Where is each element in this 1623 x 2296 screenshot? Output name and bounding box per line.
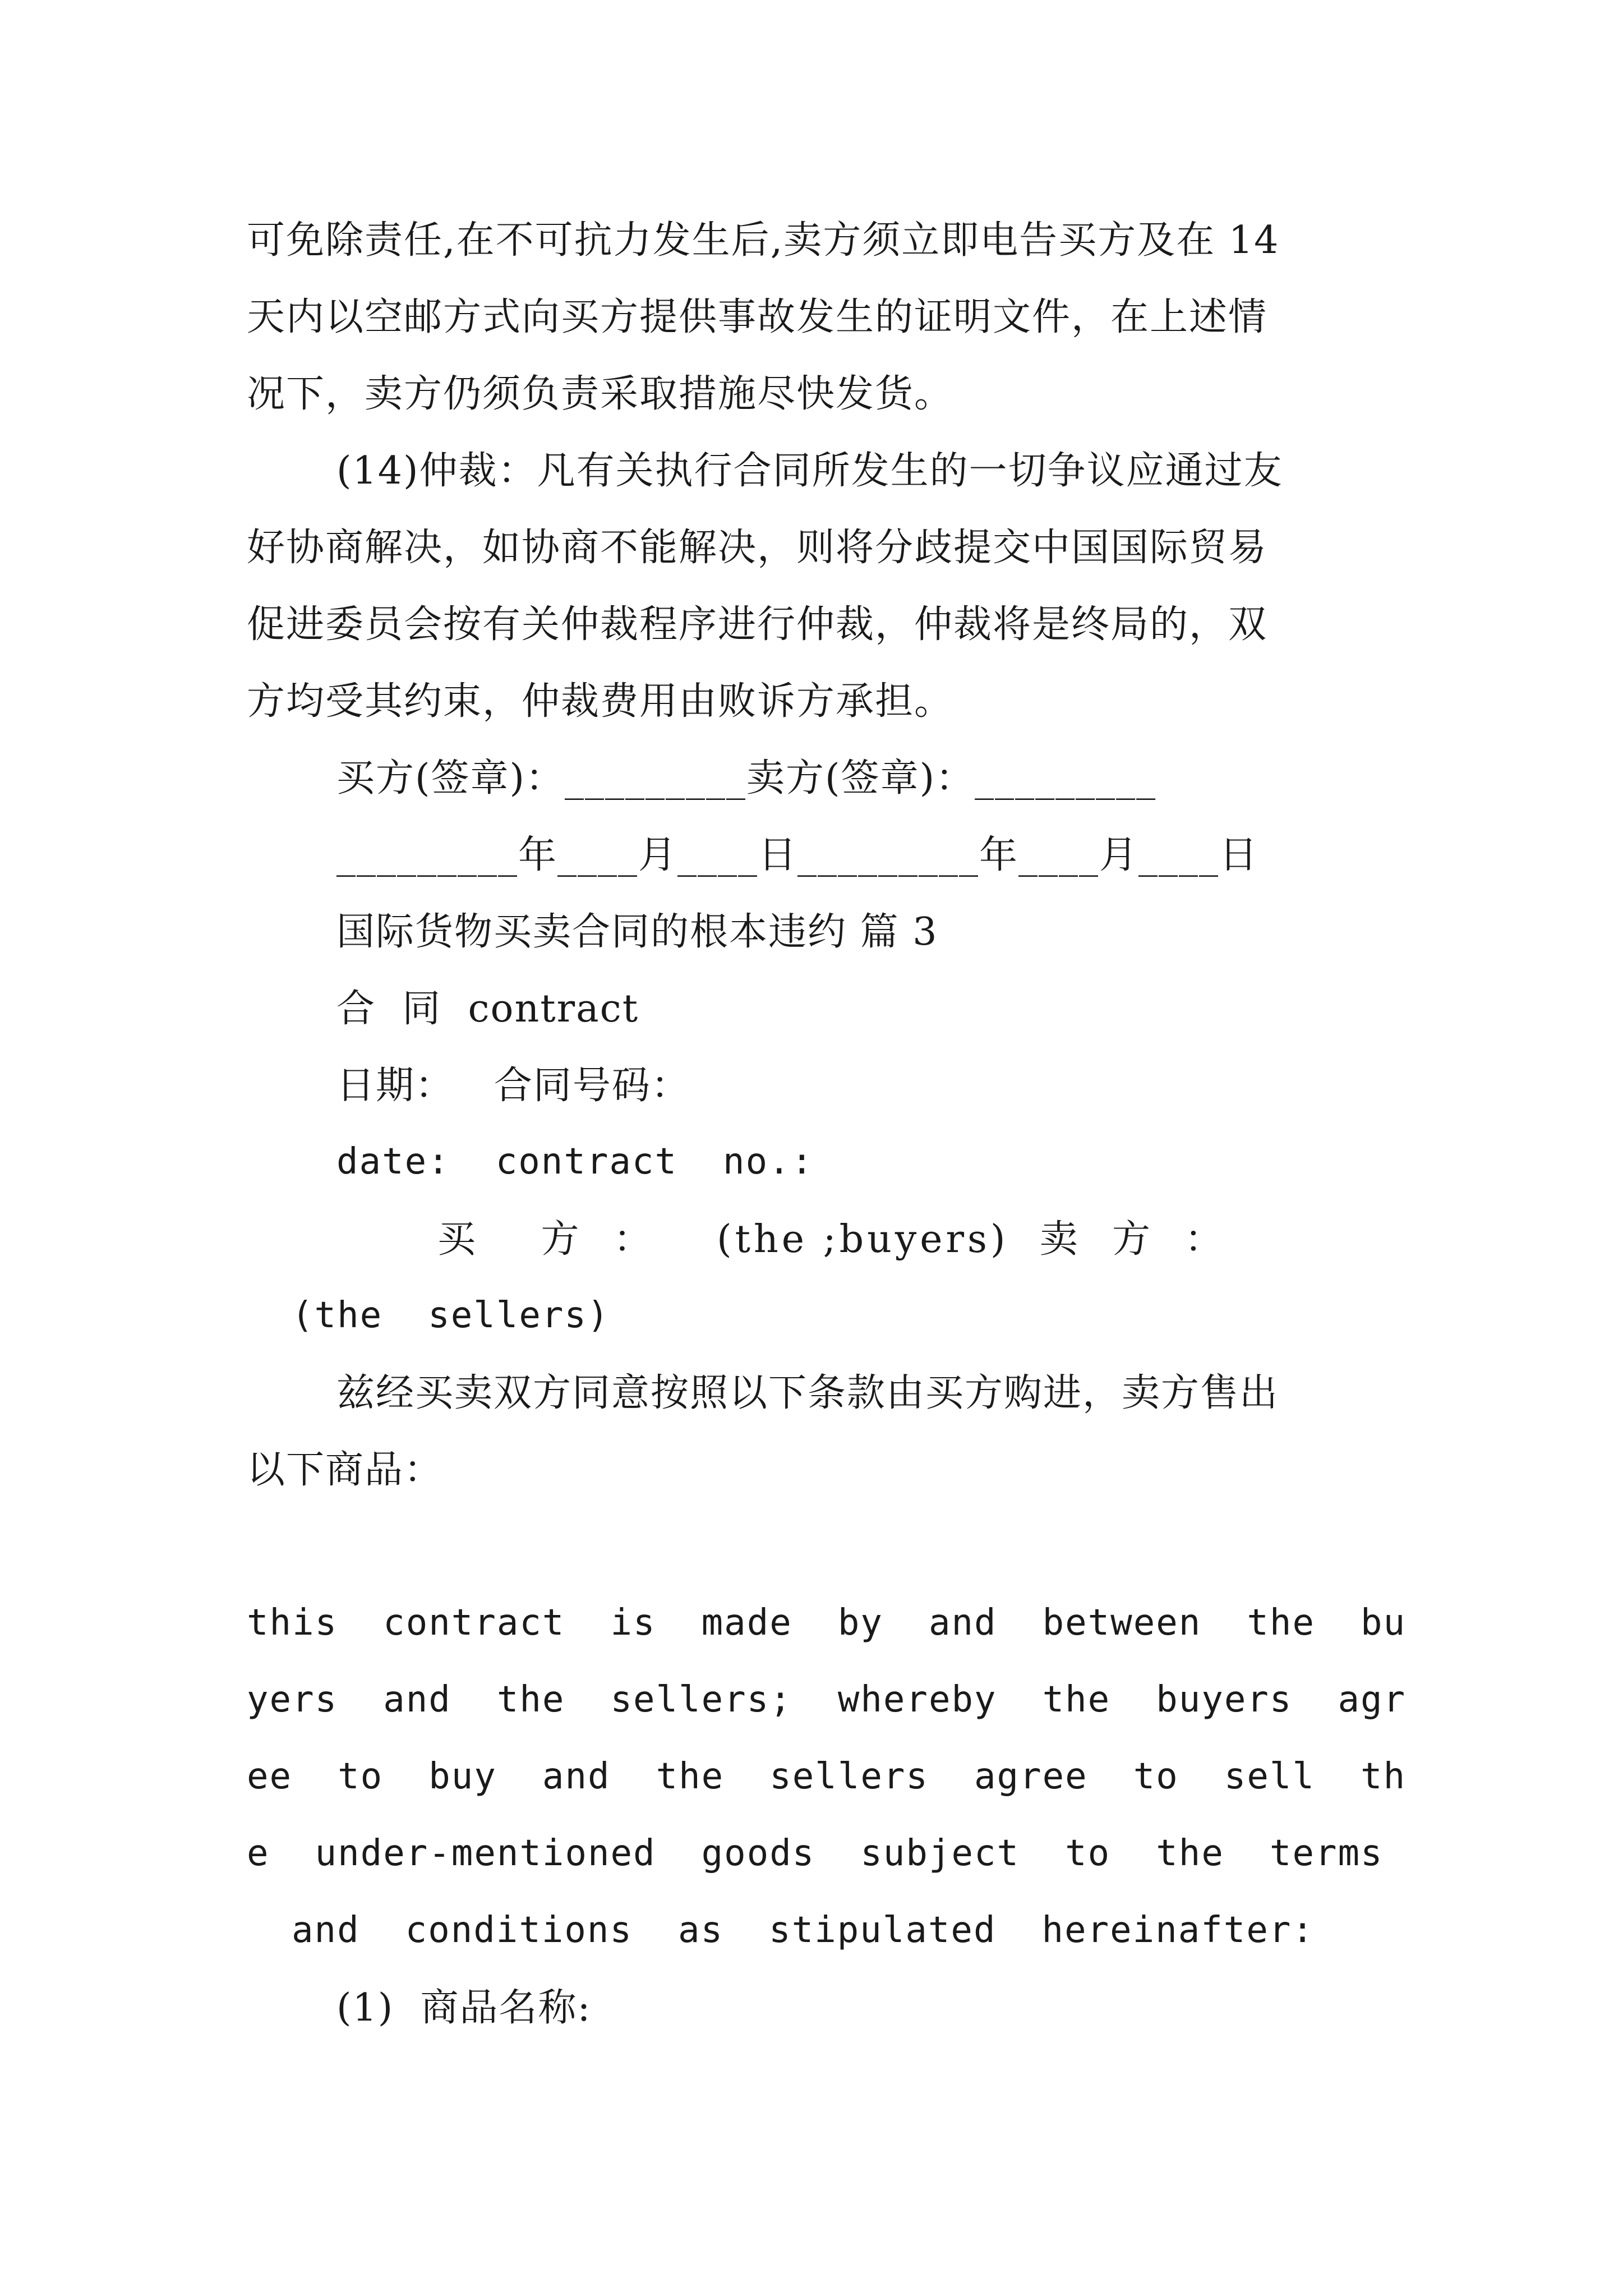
contract-heading: 合 同 contract (336, 987, 639, 1031)
date-contract-no-label-cn: 日期： 合同号码： (336, 1064, 690, 1108)
text-line-2: 天内以空邮方式向买方提供事故发生的证明文件，在上述情 (247, 295, 1268, 339)
text-line-7: 方均受其约束，仲裁费用由败诉方承担。 (247, 679, 954, 724)
english-text-line-3: ee to buy and the sellers agree to sell th (247, 1756, 1407, 1797)
english-text-line-1: this contract is made by and between the bu (247, 1602, 1407, 1644)
date-contract-no-label-en: date: contract no.: (336, 1141, 814, 1182)
section-title: 国际货物买卖合同的根本违约 篇 3 (336, 910, 938, 954)
text-line-16: 兹经买卖双方同意按照以下条款由买方购进，卖方售出 (336, 1371, 1279, 1415)
text-line-3: 况下，卖方仍须负责采取措施尽快发货。 (247, 372, 954, 416)
clause-14-heading-line: (14)仲裁：凡有关执行合同所发生的一切争议应通过友 (336, 449, 1283, 493)
text-line-6: 促进委员会按有关仲裁程序进行仲裁，仲裁将是终局的，双 (247, 602, 1268, 647)
text-line-1: 可免除责任,在不可抗力发生后,卖方须立即电告买方及在 14 (247, 218, 1280, 263)
item-1-product-name: (1) 商品名称: (336, 1986, 592, 2030)
english-text-line-2: yers and the sellers; whereby the buyers agr (247, 1679, 1407, 1720)
parties-line: 买 方 ： (the ;buyers) 卖 方 ： (437, 1217, 1227, 1262)
english-text-line-5: and conditions as stipulated hereinafter: (292, 1910, 1315, 1951)
english-text-line-4: e under-mentioned goods subject to the terms (247, 1833, 1384, 1874)
date-blanks-line: _________年____月____日_________年____月____日 (336, 833, 1259, 877)
signature-line: 买方(签章)：_________卖方(签章)：_________ (336, 756, 1157, 800)
sellers-line: (the sellers) (292, 1295, 610, 1336)
text-line-17: 以下商品： (247, 1448, 444, 1492)
text-line-5: 好协商解决，如协商不能解决，则将分歧提交中国国际贸易 (247, 526, 1268, 570)
